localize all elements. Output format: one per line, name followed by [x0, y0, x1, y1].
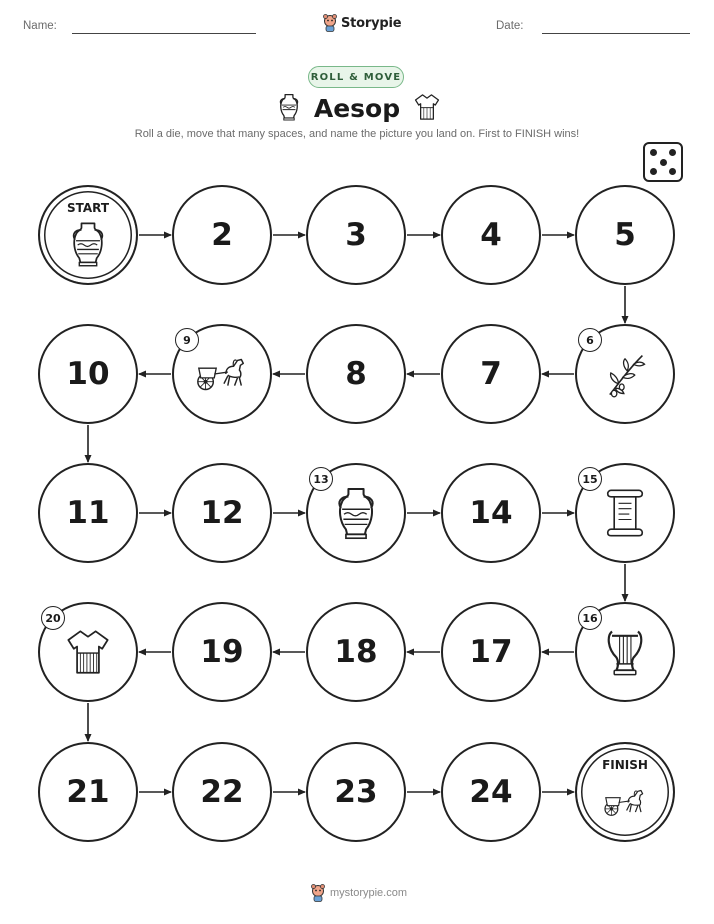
board-space-19: [172, 602, 272, 702]
board-space-2: [172, 185, 272, 285]
start-label: START: [66, 201, 110, 215]
page-title: Aesop: [313, 94, 401, 123]
scroll-icon: [603, 486, 647, 540]
space-number: 14: [469, 495, 513, 531]
start-space: [38, 185, 138, 285]
space-number: 7: [480, 356, 502, 392]
tunic-icon: [64, 626, 112, 678]
space-number: 11: [66, 495, 110, 531]
board-space-17: [441, 602, 541, 702]
space-number: 17: [469, 634, 513, 670]
space-number: 3: [345, 217, 367, 253]
space-number-badge: 16: [578, 606, 602, 630]
board-space-7: [441, 324, 541, 424]
space-number: 4: [480, 217, 502, 253]
board-space-11: [38, 463, 138, 563]
board-space-10: [38, 324, 138, 424]
board-space-14: [441, 463, 541, 563]
chariot-icon: [601, 786, 649, 823]
instructions: Roll a die, move that many spaces, and name the picture you land on. First to FINISH wins!: [134, 128, 580, 140]
space-number: 24: [469, 774, 513, 810]
space-number: 22: [200, 774, 244, 810]
space-number: 23: [334, 774, 378, 810]
space-number: 8: [345, 356, 367, 392]
footer: [310, 884, 407, 902]
space-number-badge: 6: [578, 328, 602, 352]
game-type-badge: ROLL & MOVE: [308, 66, 404, 88]
board-space-12: [172, 463, 272, 563]
space-number: 19: [200, 634, 244, 670]
space-number-badge: 15: [578, 467, 602, 491]
space-number: 10: [66, 356, 110, 392]
board-space-24: [441, 742, 541, 842]
board-space-23: [306, 742, 406, 842]
space-number: 12: [200, 495, 244, 531]
board-space-21: [38, 742, 138, 842]
footer-url[interactable]: mystorypie.com: [330, 887, 408, 899]
brand-name: Storypie: [341, 15, 402, 31]
space-number: 21: [66, 774, 110, 810]
chariot-icon: [193, 354, 251, 394]
board-space-18: [306, 602, 406, 702]
space-number-badge: 20: [41, 606, 65, 630]
amphora-icon: [65, 219, 111, 273]
board-space-8: [306, 324, 406, 424]
storypie-mascot-icon: [310, 884, 326, 902]
finish-label: FINISH: [602, 758, 648, 772]
finish-space: [575, 742, 675, 842]
board-space-4: [441, 185, 541, 285]
amphora-icon: [329, 484, 383, 542]
olive-branch-icon: [601, 349, 649, 399]
date-label: Date:: [496, 20, 524, 32]
board-space-3: [306, 185, 406, 285]
board-space-22: [172, 742, 272, 842]
space-number: 2: [211, 217, 233, 253]
space-number: 18: [334, 634, 378, 670]
name-label: Name:: [23, 20, 57, 32]
lyre-icon: [602, 625, 648, 679]
space-number-badge: 13: [309, 467, 333, 491]
board-space-5: [575, 185, 675, 285]
space-number: 5: [614, 217, 636, 253]
space-number-badge: 9: [175, 328, 199, 352]
